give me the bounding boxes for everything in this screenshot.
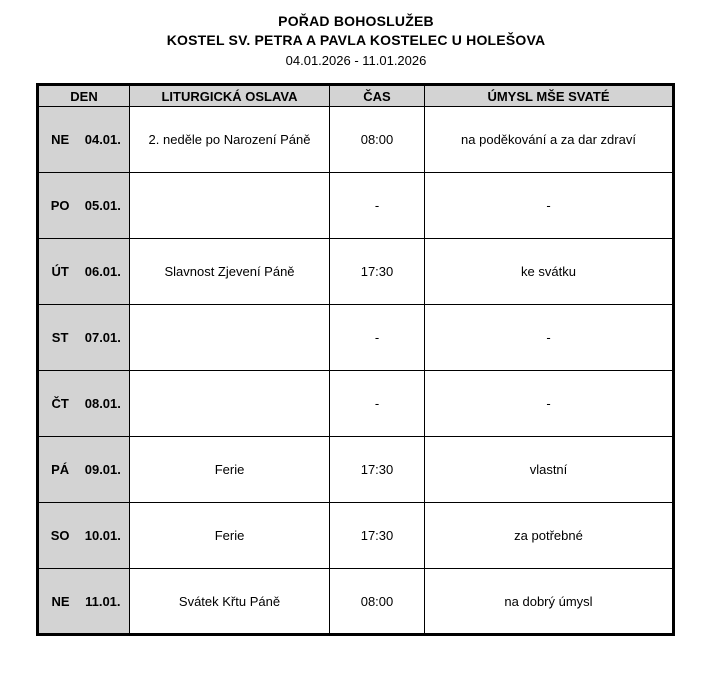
table-row	[38, 371, 674, 437]
day-abbr: NE	[51, 593, 70, 609]
intention-cell: ke svátku	[425, 239, 674, 305]
day-cell	[38, 107, 130, 173]
day-date: 04.01.	[84, 132, 121, 148]
celebration-cell: 2. neděle po Narození Páně	[130, 107, 330, 173]
intention-cell: na dobrý úmysl	[425, 569, 674, 635]
celebration-cell: Ferie	[130, 437, 330, 503]
header-row	[38, 85, 674, 107]
day-abbr: SO	[50, 528, 70, 544]
day-cell	[38, 569, 130, 635]
celebration-cell	[130, 371, 330, 437]
day-abbr: ST	[51, 330, 69, 346]
day-date: 06.01.	[84, 264, 121, 280]
celebration-cell: Svátek Křtu Páně	[130, 569, 330, 635]
table-row	[38, 173, 674, 239]
day-date: 09.01.	[84, 462, 121, 478]
day-date: 10.01.	[84, 528, 121, 544]
intention-cell: vlastní	[425, 437, 674, 503]
header-den: DEN	[38, 85, 130, 107]
day-abbr: PO	[50, 198, 70, 214]
time-cell: -	[330, 371, 425, 437]
time-cell: 08:00	[330, 569, 425, 635]
intention-cell: -	[425, 305, 674, 371]
time-cell: 17:30	[330, 503, 425, 569]
day-cell	[38, 173, 130, 239]
celebration-cell: Ferie	[130, 503, 330, 569]
celebration-cell	[130, 173, 330, 239]
header-cas: ČAS	[330, 85, 425, 107]
schedule-table-container	[36, 83, 676, 636]
day-date: 07.01.	[84, 330, 121, 346]
table-row	[38, 569, 674, 635]
day-cell	[38, 305, 130, 371]
day-cell	[38, 437, 130, 503]
header-liturgicka-oslava: LITURGICKÁ OSLAVA	[130, 85, 330, 107]
intention-cell: -	[425, 371, 674, 437]
table-row	[38, 107, 674, 173]
table-row	[38, 437, 674, 503]
day-abbr: NE	[51, 132, 70, 148]
document-title: POŘAD BOHOSLUŽEB	[278, 13, 434, 29]
intention-cell: -	[425, 173, 674, 239]
day-abbr: ČT	[51, 396, 69, 412]
day-abbr: PÁ	[51, 462, 70, 478]
document-header	[0, 12, 712, 69]
intention-cell: na poděkování a za dar zdraví	[425, 107, 674, 173]
celebration-cell: Slavnost Zjevení Páně	[130, 239, 330, 305]
table-row	[38, 239, 674, 305]
day-date: 11.01.	[85, 593, 121, 609]
day-cell	[38, 503, 130, 569]
schedule-table	[36, 83, 675, 636]
day-cell	[38, 371, 130, 437]
time-cell: 08:00	[330, 107, 425, 173]
time-cell: -	[330, 173, 425, 239]
date-range: 04.01.2026 - 11.01.2026	[285, 52, 427, 68]
table-row	[38, 305, 674, 371]
day-date: 08.01.	[84, 396, 121, 412]
intention-cell: za potřebné	[425, 503, 674, 569]
day-cell	[38, 239, 130, 305]
time-cell: 17:30	[330, 437, 425, 503]
day-abbr: ÚT	[51, 264, 69, 280]
day-date: 05.01.	[84, 198, 121, 214]
celebration-cell	[130, 305, 330, 371]
table-row	[38, 503, 674, 569]
church-name: KOSTEL SV. PETRA A PAVLA KOSTELEC U HOLEŠOVA	[166, 31, 546, 48]
time-cell: 17:30	[330, 239, 425, 305]
time-cell: -	[330, 305, 425, 371]
header-umysl: ÚMYSL MŠE SVATÉ	[425, 85, 674, 107]
